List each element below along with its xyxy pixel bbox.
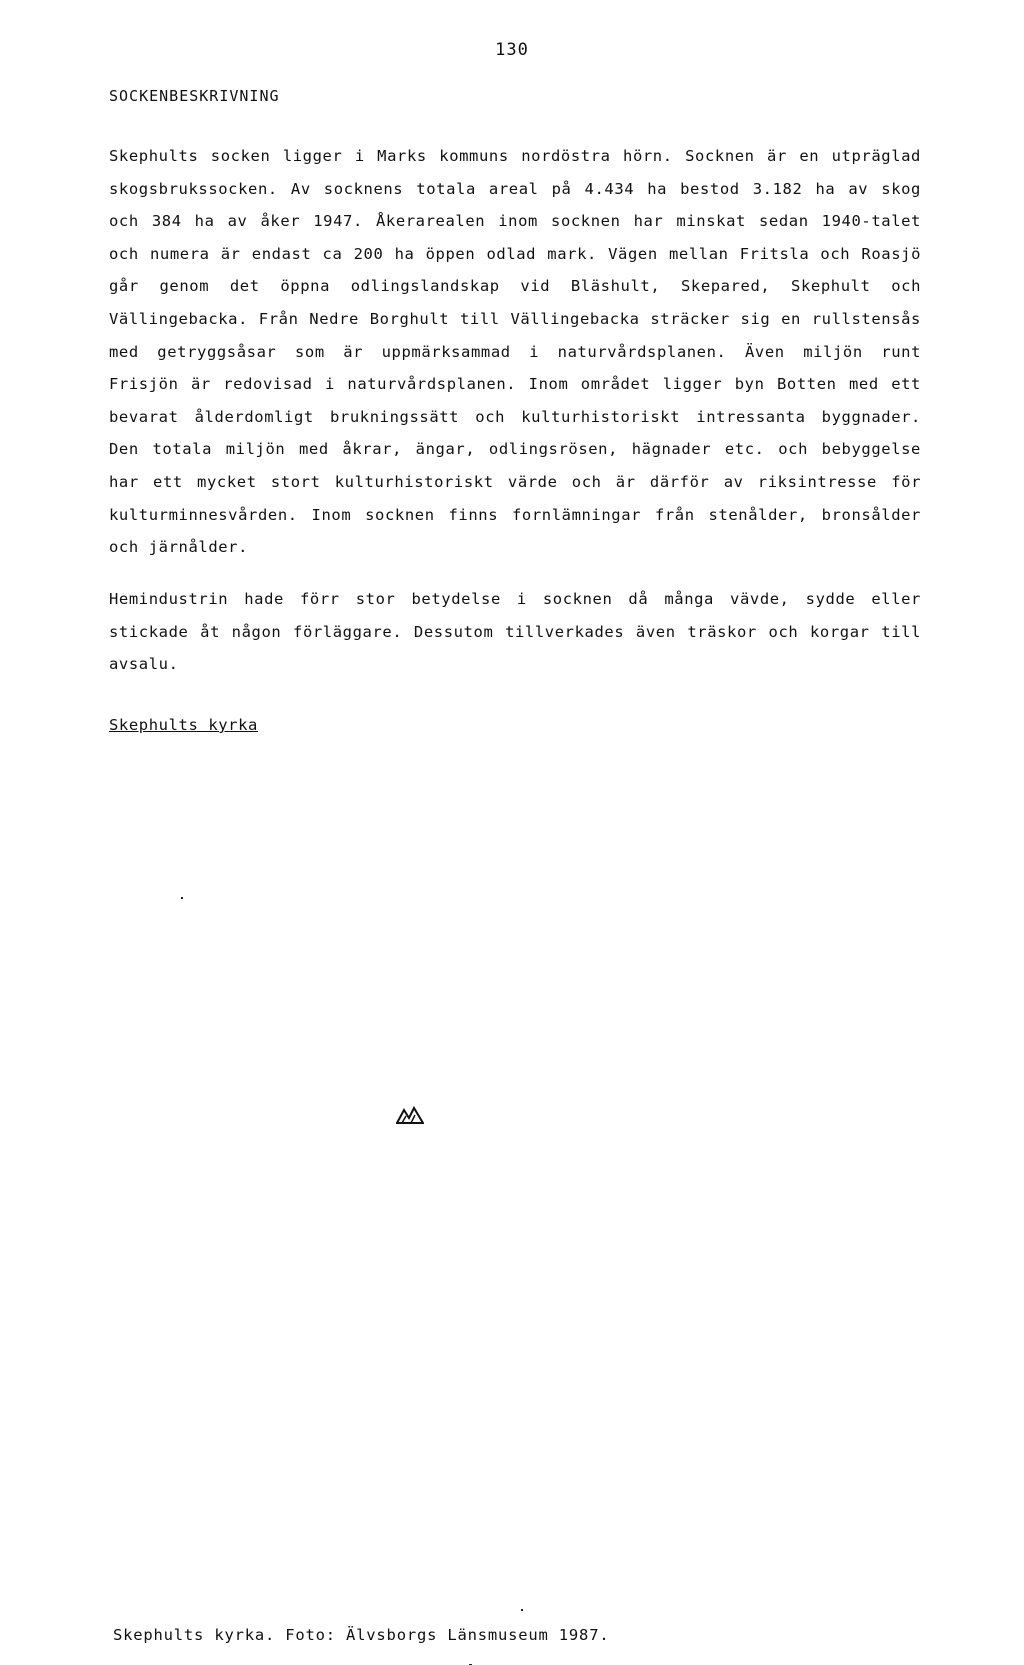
paragraph-home-industry: Hemindustrin hade förr stor betydelse i socknen då många vävde, sydde eller stickade åt någon förläggare. Dessutom tillverkades även träskor och korgar till avsalu. — [109, 590, 921, 674]
scan-speck — [521, 1609, 523, 1611]
subheading-church: Skephults kyrka — [109, 716, 258, 734]
photo-placeholder-mark-icon — [396, 1104, 424, 1124]
photo-caption: Skephults kyrka. Foto: Älvsborgs Länsmuseum 1987. — [113, 1626, 610, 1644]
page-number: 130 — [495, 40, 529, 60]
section-header: SOCKENBESKRIVNING — [109, 87, 280, 105]
scan-speck — [181, 897, 183, 899]
paragraph-parish-description: Skephults socken ligger i Marks kommuns nordöstra hörn. Socknen är en utpräglad skogsbrukssocken. Av socknens totala areal på 4.434 ha bestod 3.182 ha av skog och 384 ha av åker 1947. Åkerarealen inom socknen har minskat sedan 1940-talet och numera är endast ca 200 ha öppen odlad mark. Vägen mellan Fritsla och Roasjö går genom det öppna odlingslandskap vid Bläshult, Skepared, Skephult och Vällingebacka. Från Nedre Borghult till Vällingebacka sträcker sig en rullstensås med getryggsåsar som är uppmärksammad i naturvårdsplanen. Även miljön runt Frisjön är redovisad i naturvårdsplanen. Inom området ligger byn Botten med ett bevarat ålderdomligt brukningssätt och kulturhistoriskt intressanta byggnader. Den totala miljön med åkrar, ängar, odlingsrösen, hägnader etc. och bebyggelse har ett mycket stort kulturhistoriskt värde och är därför av riksintresse för kulturminnesvården. Inom socknen finns fornlämningar från stenålder, bronsålder och järnålder. — [109, 147, 921, 557]
